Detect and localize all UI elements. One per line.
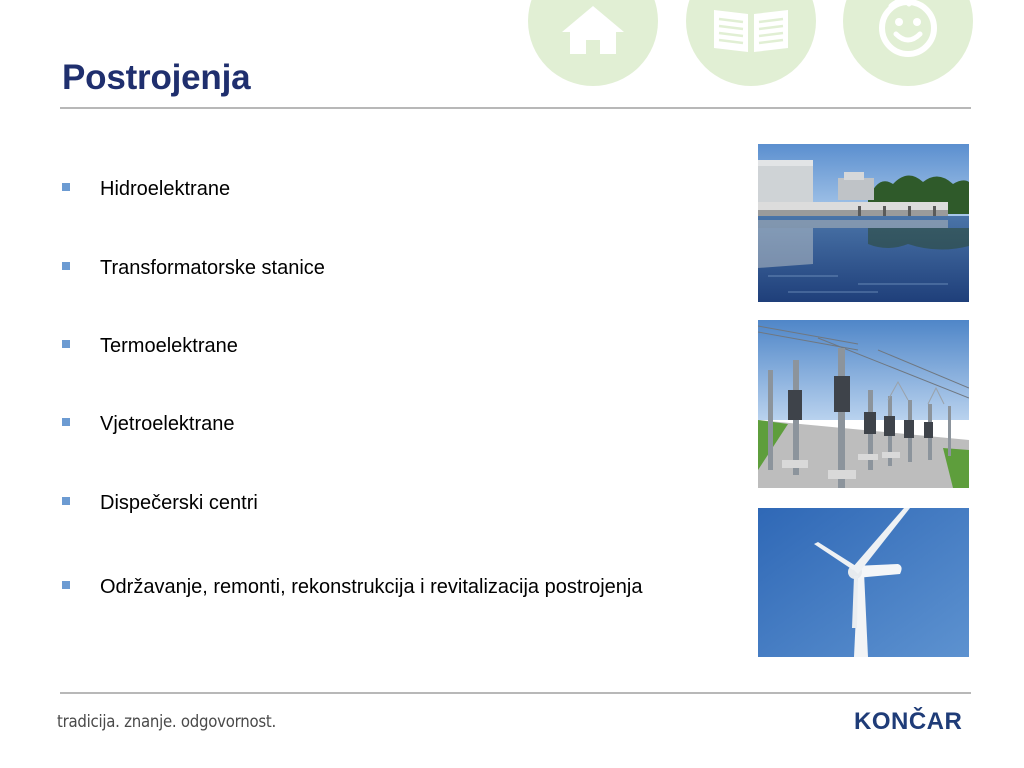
bullet-text: Termoelektrane <box>100 335 238 357</box>
smiley-face-icon <box>843 0 973 86</box>
bullet-marker <box>62 183 70 191</box>
bullet-marker <box>62 418 70 426</box>
footer-tagline: tradicija. znanje. odgovornost. <box>57 712 276 732</box>
title-divider <box>60 107 971 109</box>
bullet-text: Hidroelektrane <box>100 178 231 200</box>
bullet-text: Održavanje, remonti, rekonstrukcija i revitalizacija postrojenja <box>100 576 643 598</box>
bullet-text: Transformatorske stanice <box>100 257 325 279</box>
footer-divider <box>60 692 971 694</box>
wind-turbine-photo <box>758 508 969 657</box>
header-circle-face <box>843 0 973 86</box>
house-icon <box>528 0 658 86</box>
hydro-power-plant-photo <box>758 144 969 302</box>
slide-title: Postrojenja <box>62 58 251 97</box>
bullet-marker <box>62 262 70 270</box>
header-circle-home <box>528 0 658 86</box>
bullet-text: Dispečerski centri <box>100 492 258 514</box>
koncar-logo: KONČAR <box>854 708 963 735</box>
transformer-substation-photo <box>758 320 969 488</box>
bullet-marker <box>62 581 70 589</box>
bullet-marker <box>62 340 70 348</box>
bullet-marker <box>62 497 70 505</box>
bullet-text: Vjetroelektrane <box>100 413 235 435</box>
header-circle-book <box>686 0 816 86</box>
book-icon <box>686 0 816 86</box>
